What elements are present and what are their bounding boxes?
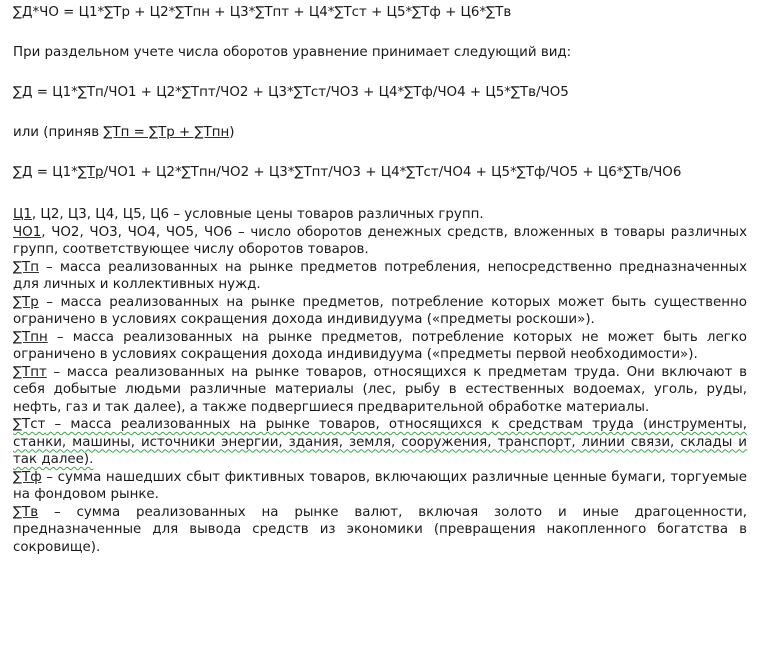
term-tpt: ∑Тпт — [13, 364, 47, 380]
definition-tf-text: – сумма нашедших сбыт фиктивных товаров, включающих различные ценные бумаги, торгуемые на фондовом рынке. — [13, 469, 747, 502]
definition-tv — [13, 504, 747, 557]
substitution-note — [13, 124, 747, 142]
definition-turnover — [13, 224, 747, 259]
term-tv: ∑Тв — [13, 504, 39, 520]
definition-prices — [13, 206, 747, 224]
formula-separate: ∑Д = Ц1*∑Тп/ЧО1 + Ц2*∑Тпт/ЧО2 + Ц3*∑Тст/ЧО3 + Ц4*∑Тф/ЧО4 + Ц5*∑Тв/ЧО5 — [13, 85, 569, 100]
definition-tpn — [13, 329, 747, 364]
formula-expanded-term: ∑Тр — [77, 165, 104, 180]
or-suffix: ) — [229, 125, 235, 140]
term-c1: Ц1 — [13, 207, 32, 222]
substitution-sum: ∑Тп = ∑Тр + ∑Тпн — [103, 125, 230, 140]
definition-tv-text: – сумма реализованных на рынке валют, включая золото и иные драгоценности, предназначенные для вывода средств из экономики (превращения накопленного богатства в сокровище). — [13, 504, 747, 555]
definition-prices-text: , Ц2, Ц3, Ц4, Ц5, Ц6 – условные цены товаров различных групп. — [31, 207, 484, 222]
definition-tr-text: – масса реализованных на рынке предметов, потребление которых может быть существенно ограничено в условиях сокращения дохода индивидуума («предметы роскоши»). — [13, 294, 747, 327]
definition-tp-text: – масса реализованных на рынке предметов потребления, непосредственно предназначенных для личных и коллективных нужд. — [13, 259, 747, 292]
term-tst: ∑Тст — [13, 417, 46, 432]
or-prefix: или (приняв — [13, 125, 104, 140]
term-cho1: ЧО1 — [13, 224, 42, 240]
formula-expanded-a: ∑Д = Ц1* — [13, 165, 78, 180]
definition-tp — [13, 259, 747, 294]
intro-text: При раздельном учете числа оборотов уравнение принимает следующий вид: — [13, 45, 572, 60]
term-tr: ∑Тр — [13, 294, 39, 310]
definition-tf — [13, 469, 747, 504]
definition-tst-text: – масса реализованных на рынке товаров, относящихся к средствам труда (инструменты, станки, машины, источники энергии, здания, земля, сооружения, транспорт, линии связи, склады и так далее). — [13, 417, 747, 467]
definition-tr — [13, 294, 747, 329]
term-tf: ∑Тф — [13, 469, 42, 485]
formula-total: ∑Д*ЧО = Ц1*∑Тр + Ц2*∑Тпн + Ц3*∑Тпт + Ц4*∑Тст + Ц5*∑Тф + Ц6*∑Тв — [13, 5, 512, 20]
definition-tpn-text: – масса реализованных на рынке предметов, потребление которых не может быть легко ограничено в условиях сокращения дохода индивидуума («предметы первой необходимости»). — [13, 329, 747, 362]
definition-turnover-text: , ЧО2, ЧО3, ЧО4, ЧО5, ЧО6 – число оборотов денежных средств, вложенных в товары различных групп, соответствующее числу оборотов товаров. — [13, 224, 747, 257]
formula-expanded-c: /ЧО1 + Ц2*∑Тпн/ЧО2 + Ц3*∑Тпт/ЧО3 + Ц4*∑Тст/ЧО4 + Ц5*∑Тф/ЧО5 + Ц6*∑Тв/ЧО6 — [103, 165, 682, 180]
definition-tst — [13, 416, 747, 469]
term-tp: ∑Тп — [13, 259, 39, 275]
definition-tpt-text: – масса реализованных на рынке товаров, относящихся к предметам труда. Они включают в себя добытые людьми различные материалы (лес, рыбу в естественных водоемах, уголь, руды, нефть, газ и так далее), а также подвергшиеся предварительной обработке материалы. — [13, 364, 747, 415]
formula-expanded — [13, 164, 747, 182]
term-tpn: ∑Тпн — [13, 329, 48, 345]
definition-tpt — [13, 364, 747, 417]
